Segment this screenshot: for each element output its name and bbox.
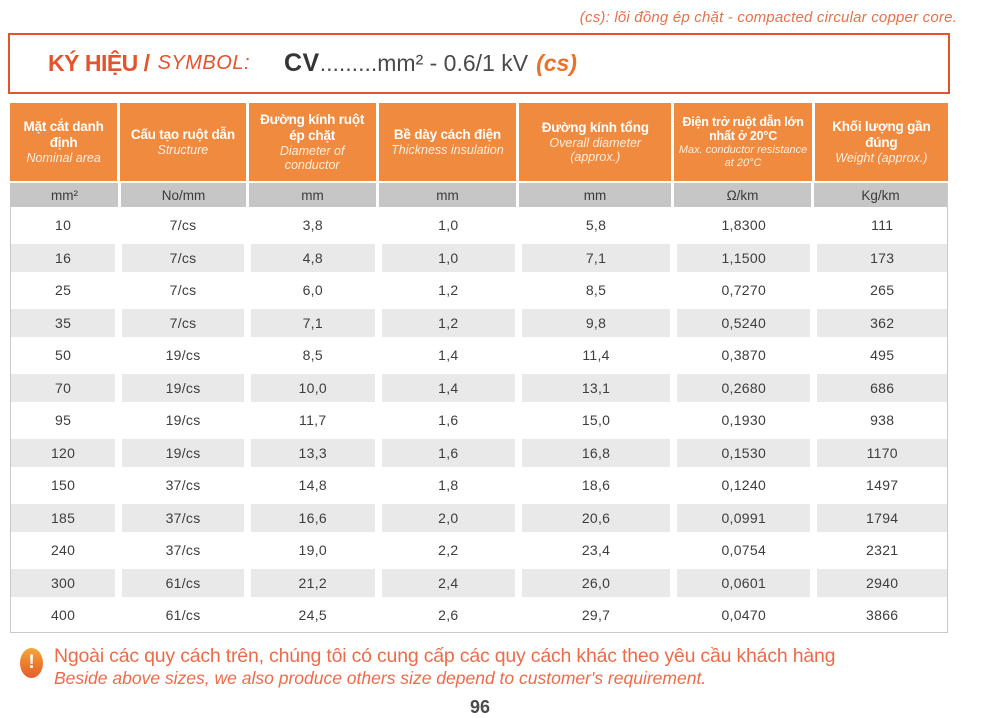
- table-cell: 240: [50, 542, 76, 559]
- column-header-en: Structure: [157, 143, 209, 158]
- symbol-label-vi: KÝ HIỆU /: [48, 50, 150, 76]
- table-cell: 0,1240: [721, 477, 767, 494]
- table-cell: 1,1500: [677, 244, 810, 273]
- column-header-nominal-area: [10, 103, 117, 181]
- table-cell: 1,0: [382, 244, 515, 273]
- table-cell: 6,0: [302, 282, 323, 299]
- spec-table: [10, 103, 948, 633]
- table-cell: 400: [50, 607, 76, 624]
- table-cell: 16: [11, 244, 115, 273]
- column-header-vi: Mặt cắt danh định: [23, 119, 104, 150]
- unit-cell: mm²: [11, 183, 118, 207]
- table-row: [11, 307, 947, 340]
- cable-code-spec: .........mm² - 0.6/1 kV: [319, 50, 529, 76]
- table-cell: 938: [870, 412, 895, 429]
- table-cell: 16,8: [522, 439, 670, 468]
- footer-note-text: [54, 644, 835, 689]
- column-header-vi: Bề dày cách điện: [393, 126, 501, 142]
- table-cell: 2,6: [438, 607, 459, 624]
- table-cell: 9,8: [522, 309, 670, 338]
- table-row: [11, 502, 947, 535]
- table-cell: 16,6: [251, 504, 375, 533]
- table-cell: 1,2: [382, 309, 515, 338]
- table-cell: 111: [871, 217, 894, 234]
- footer-note-vi: Ngoài các quy cách trên, chúng tôi có cung cấp các quy cách khác theo yêu cầu khách hàng: [54, 645, 836, 667]
- table-cell: 7/cs: [122, 244, 244, 273]
- column-header-vi: Điện trở ruột dẫn lớn nhất ở 20°C: [682, 115, 804, 143]
- table-cell: 1,6: [438, 412, 459, 429]
- column-header-diameter-conductor: [249, 103, 376, 181]
- table-cell: 37/cs: [122, 504, 244, 533]
- column-header-vi: Cấu tạo ruột dẫn: [130, 126, 235, 142]
- table-cell: 10: [55, 217, 72, 234]
- table-cell: 0,0470: [721, 607, 767, 624]
- column-header-weight: [815, 103, 948, 181]
- unit-cell: Kg/km: [814, 183, 947, 207]
- exclamation-icon: !: [20, 648, 43, 678]
- table-cell: 20,6: [522, 504, 670, 533]
- table-cell: 0,2680: [677, 374, 810, 403]
- table-cell: 2,2: [438, 542, 459, 559]
- column-header-en: Weight (approx.): [835, 151, 928, 165]
- table-cell: 1,8300: [721, 217, 767, 234]
- table-cell: 0,1930: [721, 412, 767, 429]
- table-cell: 0,3870: [721, 347, 767, 364]
- column-header-en: Nominal area: [26, 151, 101, 165]
- table-cell: 37/cs: [165, 477, 201, 494]
- column-header-overall-diameter: [519, 103, 671, 181]
- table-cell: 185: [11, 504, 115, 533]
- table-cell: 61/cs: [165, 607, 201, 624]
- table-cell: 19/cs: [122, 439, 244, 468]
- table-cell: 7,1: [251, 309, 375, 338]
- table-cell: 24,5: [298, 607, 327, 624]
- table-cell: 13,3: [251, 439, 375, 468]
- table-cell: 95: [55, 412, 72, 429]
- table-cell: 495: [870, 347, 895, 364]
- table-cell: 1,0: [438, 217, 459, 234]
- table-cell: 0,0754: [721, 542, 767, 559]
- table-row: [11, 339, 947, 372]
- table-cell: 3866: [866, 607, 899, 624]
- table-cell: 1,6: [382, 439, 515, 468]
- table-cell: 7/cs: [122, 309, 244, 338]
- compacted-core-note: (cs): lõi đồng ép chặt - compacted circular copper core.: [579, 9, 957, 26]
- table-cell: 21,2: [251, 569, 375, 598]
- footer-note-en: Beside above sizes, we also produce others size depend to customer's requirement.: [54, 668, 707, 688]
- table-cell: 1,4: [438, 347, 459, 364]
- table-row: [11, 599, 947, 632]
- table-cell: 0,5240: [677, 309, 810, 338]
- units-row: [11, 183, 947, 207]
- table-cell: 0,1530: [677, 439, 810, 468]
- column-header-en: Max. conductor resistance at 20°C: [678, 144, 808, 169]
- page-number: 96: [469, 697, 491, 717]
- table-row: [11, 437, 947, 470]
- table-cell: 0,0601: [677, 569, 810, 598]
- table-row: [11, 567, 947, 600]
- table-row: [11, 242, 947, 275]
- table-cell: 50: [55, 347, 72, 364]
- unit-cell: mm: [379, 183, 516, 207]
- table-cell: 26,0: [522, 569, 670, 598]
- table-cell: 686: [817, 374, 947, 403]
- column-header-en: Diameter of conductor: [279, 144, 345, 172]
- table-cell: 25: [55, 282, 72, 299]
- unit-cell: mm: [519, 183, 671, 207]
- table-cell: 13,1: [522, 374, 670, 403]
- cable-code: [284, 49, 577, 78]
- table-row: [11, 469, 947, 502]
- table-cell: 173: [817, 244, 947, 273]
- table-cell: 8,5: [585, 282, 607, 299]
- table-cell: 61/cs: [122, 569, 244, 598]
- table-rows: [11, 209, 947, 632]
- table-cell: 7/cs: [169, 217, 197, 234]
- symbol-label-en: SYMBOL:: [157, 52, 250, 74]
- table-cell: 1,8: [438, 477, 459, 494]
- symbol-box: [8, 33, 950, 94]
- table-cell: 0,7270: [721, 282, 767, 299]
- table-cell: 37/cs: [165, 542, 201, 559]
- table-cell: 19,0: [298, 542, 327, 559]
- table-cell: 2940: [817, 569, 947, 598]
- table-cell: 19/cs: [122, 374, 244, 403]
- table-cell: 29,7: [581, 607, 611, 624]
- table-cell: 8,5: [302, 347, 323, 364]
- column-header-vi: Đường kính ruột ép chặt: [260, 112, 365, 143]
- table-cell: 120: [11, 439, 115, 468]
- table-cell: 3,8: [302, 217, 323, 234]
- table-cell: 19/cs: [165, 412, 201, 429]
- table-cell: 10,0: [251, 374, 375, 403]
- table-cell: 11,4: [582, 347, 610, 364]
- table-cell: 7/cs: [169, 282, 197, 299]
- cable-code-prefix: CV: [284, 49, 320, 77]
- column-header-vi: Đường kính tổng: [541, 119, 649, 135]
- table-cell: 2,0: [382, 504, 515, 533]
- column-header-en: Thickness insulation: [391, 143, 504, 158]
- unit-cell: mm: [249, 183, 376, 207]
- table-cell: 1,4: [382, 374, 515, 403]
- table-row: [11, 274, 947, 307]
- column-header-vi: Khối lượng gần đúng: [832, 119, 931, 150]
- table-cell: 15,0: [581, 412, 611, 429]
- column-header-structure: [120, 103, 245, 181]
- table-cell: 1,2: [438, 282, 459, 299]
- table-row: [11, 209, 947, 242]
- table-cell: 4,8: [251, 244, 375, 273]
- cable-code-note: (cs): [536, 50, 577, 76]
- table-cell: 11,7: [299, 412, 327, 429]
- table-cell: 265: [870, 282, 895, 299]
- table-cell: 2,4: [382, 569, 515, 598]
- table-cell: 150: [50, 477, 76, 494]
- table-cell: 5,8: [585, 217, 607, 234]
- table-cell: 18,6: [581, 477, 611, 494]
- table-cell: 1794: [817, 504, 947, 533]
- table-cell: 35: [11, 309, 115, 338]
- column-header-en: Overall diameter (approx.): [549, 136, 642, 165]
- table-cell: 70: [11, 374, 115, 403]
- table-cell: 14,8: [298, 477, 327, 494]
- table-cell: 2321: [866, 542, 899, 559]
- table-cell: 0,0991: [677, 504, 810, 533]
- footer-note: [20, 644, 835, 689]
- table-cell: 300: [11, 569, 115, 598]
- unit-cell: No/mm: [121, 183, 246, 207]
- table-row: [11, 534, 947, 567]
- table-cell: 19/cs: [165, 347, 201, 364]
- table-cell: 1170: [817, 439, 947, 468]
- table-cell: 23,4: [581, 542, 611, 559]
- unit-cell: Ω/km: [674, 183, 811, 207]
- table-row: [11, 372, 947, 405]
- table-body-frame: [10, 183, 948, 633]
- column-header-max-resistance: [674, 103, 811, 181]
- table-row: [11, 404, 947, 437]
- table-header-row: [10, 103, 948, 181]
- table-cell: 362: [817, 309, 947, 338]
- table-cell: 1497: [866, 477, 899, 494]
- column-header-insulation-thickness: [379, 103, 516, 181]
- table-cell: 7,1: [522, 244, 670, 273]
